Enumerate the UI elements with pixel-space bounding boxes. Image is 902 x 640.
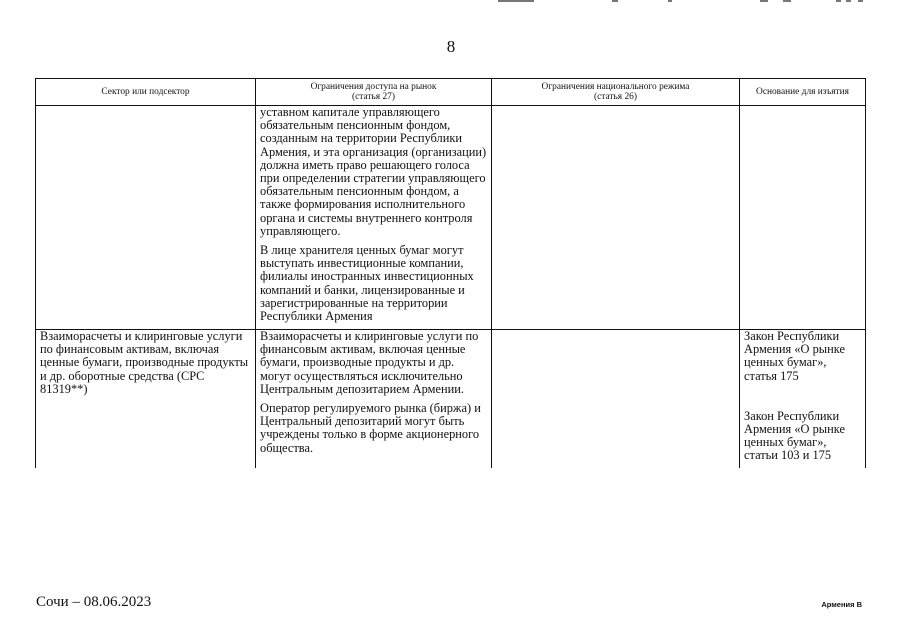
scan-mark [668, 0, 672, 2]
scan-mark [760, 0, 768, 2]
header-market-access-title: Ограничения доступа на рынок [310, 82, 437, 92]
header-market-access [256, 79, 492, 106]
header-national-treatment-title: Ограничения национального режима [541, 82, 690, 92]
basis-law-entry: Закон Республики Армения «О рынке ценных бумаг», статьи 103 и 175 [744, 408, 845, 463]
header-sector-label: Сектор или подсектор [101, 87, 190, 97]
cell-market-access [256, 106, 492, 330]
footer-schedule-label: Армения В [821, 600, 862, 609]
cell-basis [740, 106, 866, 330]
cell-national-treatment [492, 330, 740, 469]
cell-sector [36, 330, 256, 469]
market-access-paragraph: В лице хранителя ценных бумаг могут выступать инвестиционные компании, филиалы иностранных инвестиционных компаний и банки, лицензированные и зарегистрированные на территории Республики Армения [260, 243, 474, 324]
market-access-paragraph: уставном капитале управляющего обязательным пенсионным фондом, созданным на территории Республики Армения, и эта организация (организации) должна иметь право решающего голоса при определении стратегии управляющего обязательным пенсионным фондом, а также формирования исполнительного органа и системы внутреннего контроля управляющего. [260, 105, 487, 238]
scan-mark [836, 0, 841, 2]
reservations-table [35, 78, 866, 468]
cell-national-treatment [492, 106, 740, 330]
header-national-treatment-article: (статья 26) [594, 92, 637, 102]
sector-text: Взаиморасчеты и клиринговые услуги по финансовым активам, включая ценные бумаги, производные продукты и др. оборотные средства (CPC 81319**) [40, 329, 249, 396]
table-header-row [36, 79, 866, 106]
header-national-treatment [492, 79, 740, 106]
footer-place-date: Сочи – 08.06.2023 [36, 594, 152, 610]
market-access-paragraph: Взаиморасчеты и клиринговые услуги по финансовым активам, включая ценные бумаги, производные продукты и др. могут осуществляться исключительно Центральным депозитарием Армении. [260, 329, 479, 396]
market-access-paragraph: Оператор регулируемого рынка (биржа) и Центральный депозитарий могут быть учреждены только в форме акционерного общества. [260, 401, 481, 455]
scan-mark [498, 0, 534, 2]
header-sector [36, 79, 256, 106]
header-basis [740, 79, 866, 106]
header-market-access-article: (статья 27) [352, 92, 395, 102]
scan-mark [858, 0, 863, 2]
cell-basis [740, 330, 866, 469]
scan-mark [612, 0, 618, 2]
scan-top-marks [0, 0, 902, 4]
scan-mark [783, 0, 791, 2]
table-row [36, 330, 866, 469]
page-number: 8 [446, 37, 456, 56]
cell-sector [36, 106, 256, 330]
table-row [36, 106, 866, 330]
basis-law-entry: Закон Республики Армения «О рынке ценных бумаг», статья 175 [744, 329, 845, 383]
scan-mark [846, 0, 851, 2]
header-basis-label: Основание для изъятия [756, 87, 849, 97]
cell-market-access [256, 330, 492, 469]
